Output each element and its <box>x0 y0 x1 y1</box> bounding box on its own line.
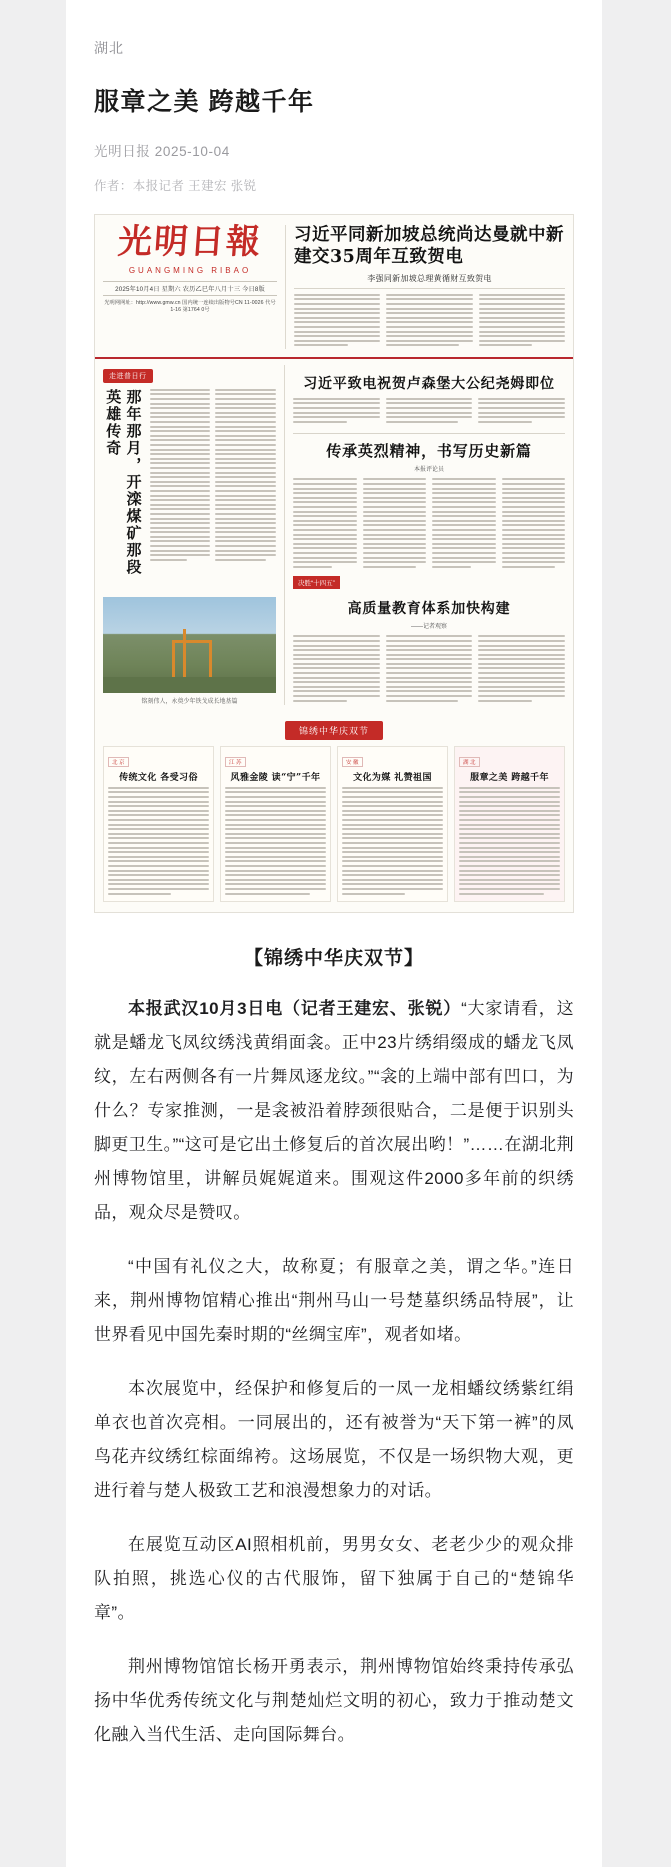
feature-columns <box>150 389 277 589</box>
newspaper-lead-story <box>285 225 565 349</box>
masthead-pinyin: GUANGMING RIBAO <box>128 265 252 275</box>
section-title: 【锦绣中华庆双节】 <box>243 948 424 970</box>
vertical-feature <box>103 389 276 589</box>
feature-vertical-headline: 那年那月，开滦煤矿那段英雄传奇 <box>104 388 143 576</box>
photo-caption: 铭刻伟人，永奠少年铁戈成长地基篇 <box>141 698 238 705</box>
text-column <box>386 635 473 704</box>
text-column <box>363 478 427 570</box>
lead-subheadline: 李强同新加坡总理黄循财互致贺电 <box>294 273 565 289</box>
strip-region-label: 湖 北 <box>459 757 480 767</box>
strip-item[interactable] <box>337 746 448 902</box>
text-column <box>479 294 565 349</box>
third-subheadline: 本报评论员 <box>413 467 444 474</box>
third-story-columns <box>293 478 565 570</box>
text-column <box>108 787 209 895</box>
article-category[interactable]: 湖北 <box>94 40 124 56</box>
article-byline: 作者：本报记者 王建宏 张锐 <box>94 179 257 193</box>
text-column <box>386 294 472 349</box>
article-paragraph-3: 本次展览中，经保护和修复后的一凤一龙相蟠纹绣紫红绢单衣也首次亮相。一同展出的，还有被誉为“天下第一裤”的凤鸟花卉纹绣红棕面绵袴。这场展览，不仅是一场织物大观，更进行着与楚人极致工艺和浪漫想象力的对话。 <box>94 1379 574 1501</box>
text-column <box>432 478 496 570</box>
article-dateline: 本报武汉10月3日电（记者王建宏、张锐） <box>128 999 462 1019</box>
text-column <box>386 398 473 426</box>
festival-strip <box>95 742 573 912</box>
third-headline: 传承英烈精神，书写历史新篇 <box>293 433 565 461</box>
strip-region-label: 安 徽 <box>342 757 363 767</box>
text-column <box>478 398 565 426</box>
text-column <box>478 635 565 704</box>
newspaper-left-column <box>103 365 285 705</box>
article-source-date: 光明日报 2025-10-04 <box>94 144 230 159</box>
lead-columns <box>294 294 565 349</box>
feature-tag: 走进普日行 <box>103 369 153 383</box>
strip-region-label: 江 苏 <box>225 757 246 767</box>
second-headline: 习近平致电祝贺卢森堡大公纪尧姆即位 <box>303 375 555 392</box>
text-column <box>342 787 443 895</box>
strip-title: 文化为媒 礼赞祖国 <box>353 772 432 783</box>
strip-item[interactable] <box>103 746 214 902</box>
fourth-story-columns <box>293 635 565 704</box>
article-paragraph-4: 在展览互动区AI照相机前，男男女女、老老少少的观众排队拍照，挑选心仪的古代服饰，留下独属于自己的“楚锦华章”。 <box>94 1535 574 1623</box>
newspaper-top-section <box>95 215 573 359</box>
text-column <box>294 294 380 349</box>
page-title: 服章之美 跨越千年 <box>94 88 315 116</box>
newspaper-front-page-image[interactable] <box>94 214 574 913</box>
photo-ground <box>103 677 276 693</box>
text-column <box>293 635 380 704</box>
newspaper-photo <box>103 597 276 693</box>
strip-title: 服章之美 跨越千年 <box>470 772 549 783</box>
text-column <box>459 787 560 895</box>
strip-title: 传统文化 各受习俗 <box>119 772 198 783</box>
article-sheet <box>66 0 602 1867</box>
article-paragraph-2: “中国有礼仪之大，故称夏；有服章之美，谓之华。”连日来，荆州博物馆精心推出“荆州马山一号楚墓织绣品特展”，让世界看见中国先秦时期的“丝绸宝库”，观者如堵。 <box>94 1257 574 1345</box>
text-column <box>150 389 211 589</box>
masthead-url: 光明网网址：http://www.gmw.cn 国内统一连续出版物号CN 11-0026 代号1-16 第1764 0号 <box>104 299 276 313</box>
lead-headline: 习近平同新加坡总统尚达曼就中新建交35周年互致贺电 <box>294 225 564 267</box>
festival-banner-label: 锦绣中华庆双节 <box>285 721 383 740</box>
strip-title: 风雅金陵 读“宁”千年 <box>230 772 321 783</box>
strip-region-label: 北 京 <box>108 757 129 767</box>
second-story-columns <box>293 398 565 426</box>
festival-banner <box>95 721 573 740</box>
newspaper-masthead <box>103 222 285 349</box>
newspaper-body <box>95 359 573 713</box>
text-column <box>215 389 276 589</box>
fourth-headline: 高质量教育体系加快构建 <box>347 601 511 618</box>
text-column <box>293 398 380 426</box>
strip-item[interactable] <box>454 746 565 902</box>
article-paragraph-1: 本报武汉10月3日电（记者王建宏、张锐）“大家请看，这就是蟠龙飞凤纹绣浅黄绢面衾。正中23片绣绢缀成的蟠龙飞凤纹，左右两侧各有一片舞凤逐龙纹。”“衾的上端中部有凹口，为什么？专家推测，一是衾被沿着脖颈很贴合，二是便于识别头脚更卫生。”“这可是它出土修复后的首次展出哟！”……在湖北荆州博物馆里，讲解员娓娓道来。围观这件2000多年前的织绣品，观众尽是赞叹。 <box>94 999 574 1223</box>
fourth-story-tag: 决胜“十四五” <box>293 576 340 589</box>
masthead-date: 2025年10月4日 星期六 农历乙巳年八月十三 今日8版 <box>103 281 277 296</box>
masthead-title: 光明日報 <box>116 222 264 262</box>
text-column <box>225 787 326 895</box>
fourth-subheadline: ——记者观察 <box>410 624 447 631</box>
strip-item[interactable] <box>220 746 331 902</box>
text-column <box>293 478 357 570</box>
article-paragraph-5: 荆州博物馆馆长杨开勇表示，荆州博物馆始终秉持传承弘扬中华优秀传统文化与荆楚灿烂文明的初心，致力于推动楚文化融入当代生活、走向国际舞台。 <box>94 1657 574 1745</box>
newspaper-right-column <box>285 365 565 705</box>
text-column <box>502 478 566 570</box>
